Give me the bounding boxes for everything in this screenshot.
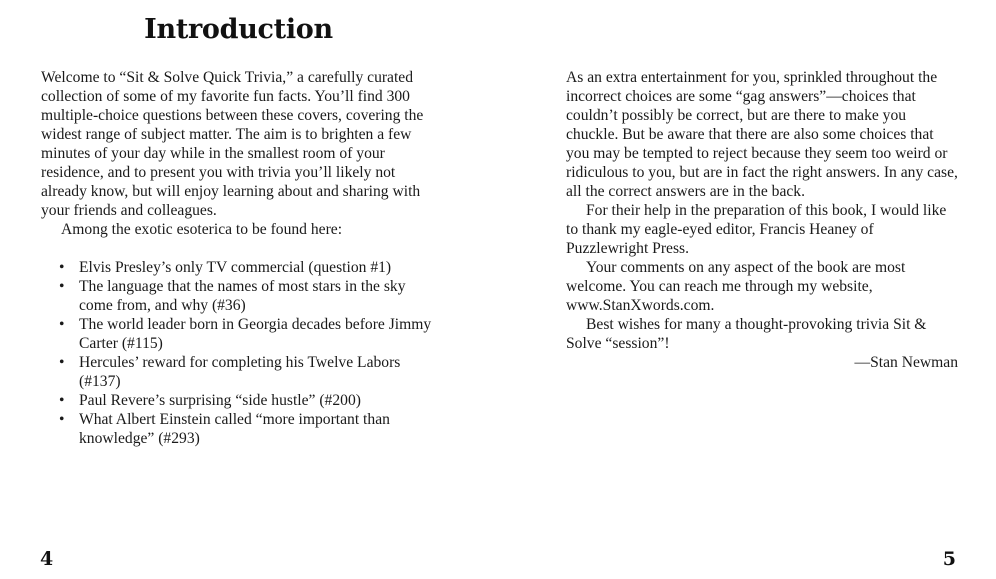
list-item-text: The language that the names of most stars in the sky come from, and why (#36) xyxy=(79,278,406,314)
list-item xyxy=(41,391,439,410)
list-item xyxy=(41,410,439,448)
intro-paragraph-6: Best wishes for many a thought-provoking trivia Sit & Solve “session”! xyxy=(566,316,927,352)
esoterica-list xyxy=(41,258,439,448)
bullet-icon: • xyxy=(59,278,65,295)
list-item xyxy=(41,315,439,353)
intro-paragraph-2: Among the exotic esoterica to be found here: xyxy=(61,221,343,238)
list-item xyxy=(41,277,439,315)
bullet-icon: • xyxy=(59,354,65,371)
list-item-text: Hercules’ reward for completing his Twelve Labors (#137) xyxy=(79,354,401,390)
list-item xyxy=(41,258,439,277)
right-page xyxy=(498,0,996,579)
author-signature: —Stan Newman xyxy=(854,354,958,371)
bullet-icon: • xyxy=(59,316,65,333)
list-item xyxy=(41,353,439,391)
bullet-icon: • xyxy=(59,411,65,428)
bullet-icon: • xyxy=(59,259,65,276)
list-item-text: Elvis Presley’s only TV commercial (question #1) xyxy=(79,259,392,276)
intro-paragraph-4: For their help in the preparation of this book, I would like to thank my eagle-eyed editor, Francis Heaney of Puzzlewright Press. xyxy=(566,202,947,257)
page-title: Introduction xyxy=(144,14,333,45)
page-number-left: 4 xyxy=(40,548,54,570)
list-item-text: What Albert Einstein called “more important than knowledge” (#293) xyxy=(79,411,390,447)
intro-paragraph-1: Welcome to “Sit & Solve Quick Trivia,” a carefully curated collection of some of my favorite fun facts. You’ll find 300 multiple-choice questions between these covers, covering the widest range of subject matter. The aim is to brighten a few minutes of your day while in the smallest room of your residence, and to present you with trivia you’ll likely not already know, but will enjoy learning about and sharing with your friends and colleagues. xyxy=(41,69,424,219)
list-item-text: The world leader born in Georgia decades before Jimmy Carter (#115) xyxy=(79,316,432,352)
intro-body-continued xyxy=(566,68,958,372)
intro-paragraph-5: Your comments on any aspect of the book are most welcome. You can reach me through my website, www.StanXwords.com. xyxy=(566,259,906,314)
bullet-icon: • xyxy=(59,392,65,409)
intro-body xyxy=(41,68,439,448)
list-item-text: Paul Revere’s surprising “side hustle” (#200) xyxy=(79,392,361,409)
intro-paragraph-3: As an extra entertainment for you, sprinkled throughout the incorrect choices are some “gag answers”—choices that couldn’t possibly be correct, but are there to make you chuckle. But be aware that there are also some choices that you may be tempted to reject because they seem too weird or ridiculous to you, but are in fact the right answers. In any case, all the correct answers are in the back. xyxy=(566,69,958,200)
page-number-right: 5 xyxy=(942,548,956,570)
